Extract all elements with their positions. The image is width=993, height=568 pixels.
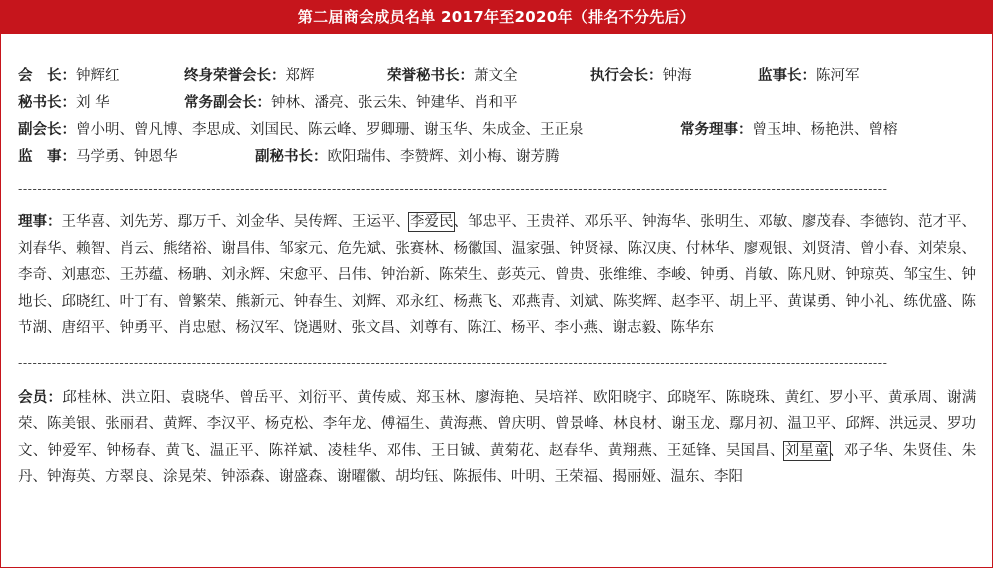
director-name: 杨燕飞 xyxy=(453,293,498,310)
director-name: 肖云 xyxy=(119,240,149,257)
member-name: 杨克松 xyxy=(264,416,309,432)
member-name: 林良材 xyxy=(613,416,657,432)
section-divider: ------------------------------------------------------------------------------------------------------------------------------------------------------------------------------------ xyxy=(18,183,888,195)
member-name: 黄飞 xyxy=(165,442,195,459)
director-name: 温家强 xyxy=(511,240,556,257)
director-name: 陈江 xyxy=(467,320,497,336)
director-name: 叶丁有 xyxy=(119,293,164,310)
members-label: 会员： xyxy=(18,389,63,406)
members-list: 会员：邱桂林、洪立阳、袁晓华、曾岳平、刘衍平、黄传威、郑玉林、廖海艳、吴培祥、欧阳晓宇、邱晓军、陈晓珠、黄红、罗小平、黄承周、谢满荣、陈美银、张丽君、黄辉、李汉平、杨克松、李年龙、傅福生、黄海燕、曾庆明、曾景峰、林良材、谢玉龙、鄢月初、温卫平、邱辉、洪远灵、罗功文、钟爱军、钟杨春、黄飞、温正平、陈祥斌、凌桂华、邓伟、王日铖、黄菊花、赵春华、黄翔燕、王延锋、吴国昌、刘星童、邓子华、朱贤佳、朱丹、钟海英、方翠良、涂晃荣、钟添森、谢盛森、谢曜徽、胡均钰、陈振伟、叶明、王荣福、揭丽娅、温东、李阳 xyxy=(18,389,977,485)
director-name: 谢志毅 xyxy=(612,320,656,336)
page-title: 第二届商会成员名单 2017年至2020年（排名不分先后） xyxy=(1,1,992,34)
director-name: 陈汉庚 xyxy=(627,240,672,257)
director-name: 杨聃 xyxy=(177,267,207,283)
director-name: 唐绍平 xyxy=(61,320,105,336)
director-name: 钟春生 xyxy=(293,293,338,310)
director-name: 钟治新 xyxy=(380,267,425,283)
director-name: 刘金华 xyxy=(235,214,280,230)
officer-value: 马学勇、钟恩华 xyxy=(76,149,178,165)
member-name: 洪远灵 xyxy=(888,416,933,432)
member-name: 邱桂林 xyxy=(62,389,107,406)
member-name: 钟添森 xyxy=(221,469,265,485)
director-name: 刘先芳 xyxy=(119,214,164,230)
member-name: 胡均钰 xyxy=(395,469,439,485)
director-name: 刘辉 xyxy=(351,293,381,310)
director-name: 吕伟 xyxy=(337,267,367,283)
officer-chief-supervisor xyxy=(758,63,860,90)
member-name: 鄢月初 xyxy=(729,416,773,432)
director-name: 钟勇 xyxy=(700,267,730,283)
member-name: 陈晓珠 xyxy=(725,389,771,406)
director-name: 刘永辉 xyxy=(221,267,265,283)
director-name: 廖观银 xyxy=(743,240,788,257)
member-name: 吴培祥 xyxy=(534,389,579,406)
officer-label: 副秘书长： xyxy=(255,149,328,165)
director-name: 张赛林 xyxy=(395,240,439,257)
member-name: 邱晓军 xyxy=(666,389,712,406)
director-name: 陈华东 xyxy=(670,320,714,336)
officer-label: 副会长： xyxy=(18,122,76,138)
member-name: 罗小平 xyxy=(829,389,874,406)
officer-label: 监事长： xyxy=(758,68,816,84)
director-name: 胡上平 xyxy=(729,293,773,310)
member-name: 邓子华 xyxy=(843,442,889,459)
director-name: 肖敏 xyxy=(743,267,773,283)
officer-value: 曾小明、曾凡博、李思成、刘国民、陈云峰、罗卿珊、谢玉华、朱成金、王正泉 xyxy=(76,122,584,138)
officer-honorary-secretary-general xyxy=(387,63,518,90)
director-name: 王运平 xyxy=(351,214,396,230)
member-name: 陈振伟 xyxy=(453,469,497,485)
officer-value: 钟林、潘亮、张云朱、钟建华、肖和平 xyxy=(271,95,518,111)
director-name: 鄢万千 xyxy=(177,214,222,230)
director-name: 钟勇平 xyxy=(119,320,163,336)
officer-value: 陈河军 xyxy=(816,68,860,84)
director-name: 杨汉军 xyxy=(235,320,279,336)
member-name: 邱辉 xyxy=(845,416,875,432)
director-name: 曾繁荣 xyxy=(177,293,222,310)
director-name: 付林华 xyxy=(685,240,730,257)
director-name: 肖忠慰 xyxy=(177,320,221,336)
director-name: 李德钧 xyxy=(859,214,904,230)
director-name: 黄谋勇 xyxy=(787,293,831,310)
officer-row-2 xyxy=(18,90,975,117)
member-name: 黄翔燕 xyxy=(607,442,653,459)
member-name: 陈祥斌 xyxy=(268,442,313,459)
director-name: 宋愈平 xyxy=(279,267,323,283)
director-name: 李峻 xyxy=(656,267,686,283)
member-name: 欧阳晓宇 xyxy=(593,389,653,406)
director-name: 邱晓红 xyxy=(61,293,106,310)
member-name: 李汉平 xyxy=(206,416,251,432)
officer-value: 刘 华 xyxy=(76,95,110,111)
director-name: 刘尊有 xyxy=(409,320,453,336)
director-name: 李奇 xyxy=(18,267,48,283)
member-name: 曾景峰 xyxy=(555,416,599,432)
member-name: 洪立阳 xyxy=(121,389,166,406)
director-name: 钟小礼 xyxy=(845,293,889,310)
member-name: 郑玉林 xyxy=(416,389,461,406)
director-name: 赵李平 xyxy=(671,293,715,310)
officer-supervisors xyxy=(18,144,178,171)
member-name: 朱丹 xyxy=(18,442,977,485)
officer-secretary-general xyxy=(18,90,110,117)
member-name: 张丽君 xyxy=(105,416,149,432)
member-name: 方翠良 xyxy=(105,469,149,485)
director-name: 邹忠平 xyxy=(467,214,512,230)
director-name: 赖智 xyxy=(76,240,106,257)
officer-standing-vice-presidents xyxy=(184,90,518,117)
director-name: 彭英元 xyxy=(497,267,541,283)
director-name: 刘荣泉 xyxy=(917,240,962,257)
director-name: 曾小春 xyxy=(859,240,904,257)
content-area xyxy=(1,34,992,491)
director-name: 杨平 xyxy=(511,320,540,336)
director-name: 吴传辉 xyxy=(293,214,338,230)
directors-label: 理事： xyxy=(18,214,62,230)
member-name: 王荣福 xyxy=(554,469,598,485)
director-name: 刘斌 xyxy=(569,293,599,310)
member-name: 黄辉 xyxy=(163,416,193,432)
section-divider: ------------------------------------------------------------------------------------------------------------------------------------------------------------------------------------ xyxy=(18,356,888,369)
member-name: 廖海艳 xyxy=(475,389,520,406)
director-name: 王苏蕴 xyxy=(119,267,164,283)
director-name: 练优盛 xyxy=(903,293,947,310)
officer-label: 常务理事： xyxy=(680,122,753,138)
member-name: 涂晃荣 xyxy=(163,469,207,485)
member-name: 黄承周 xyxy=(888,389,933,406)
member-name: 叶明 xyxy=(511,469,540,485)
officer-row-3 xyxy=(18,117,975,144)
director-name: 熊新元 xyxy=(235,293,280,310)
director-name: 钟地长 xyxy=(18,267,977,310)
officer-vice-presidents xyxy=(18,117,584,144)
officer-label: 执行会长： xyxy=(590,68,663,84)
officer-deputy-secretaries-general xyxy=(255,144,560,171)
officer-label: 荣誉秘书长： xyxy=(387,68,474,84)
member-name: 钟爱军 xyxy=(47,442,92,459)
officer-value: 萧文全 xyxy=(474,68,518,84)
member-name: 黄红 xyxy=(784,389,815,406)
director-name: 刘春华 xyxy=(18,240,62,257)
director-name: 张明生 xyxy=(700,214,744,230)
member-name: 朱贤佳 xyxy=(902,442,947,459)
member-name: 温正平 xyxy=(209,442,254,459)
director-name: 王华喜 xyxy=(61,214,106,230)
directors-list: 理事：王华喜、刘先芳、鄢万千、刘金华、吴传辉、王运平、李爱民、邹忠平、王贵祥、邓乐平、钟海华、张明生、邓敏、廖茂春、李德钧、范才平、刘春华、赖智、肖云、熊绪裕、谢昌伟、邹家元、危先斌、张赛林、杨徽国、温家强、钟贤禄、陈汉庚、付林华、廖观银、刘贤清、曾小春、刘荣泉、李奇、刘惠恋、王苏蕴、杨聃、刘永辉、宋愈平、吕伟、钟治新、陈荣生、彭英元、曾贵、张维维、李峻、钟勇、肖敏、陈凡财、钟琼英、邹宝生、钟地长、邱晓红、叶丁有、曾繁荣、熊新元、钟春生、刘辉、邓永红、杨燕飞、邓燕青、刘斌、陈奖辉、赵李平、胡上平、黄谋勇、钟小礼、练优盛、陈节湖、唐绍平、钟勇平、肖忠慰、杨汉军、饶遇财、张文昌、刘尊有、陈江、杨平、李小燕、谢志毅、陈华东 xyxy=(18,214,977,336)
director-name: 邓燕青 xyxy=(511,293,556,310)
member-name: 袁晓华 xyxy=(180,389,225,406)
director-name: 饶遇财 xyxy=(293,320,337,336)
director-name: 陈荣生 xyxy=(438,267,483,283)
director-name: 邓永红 xyxy=(395,293,439,310)
officers-section xyxy=(18,63,975,171)
member-name: 温东 xyxy=(670,469,700,485)
member-name: 温卫平 xyxy=(787,416,831,432)
director-name: 李小燕 xyxy=(554,320,598,336)
officer-label: 常务副会长： xyxy=(184,95,271,111)
member-name: 谢盛森 xyxy=(279,469,323,485)
officer-president xyxy=(18,63,120,90)
director-name: 陈节湖 xyxy=(18,293,977,336)
officer-label: 会 长： xyxy=(18,68,76,84)
director-name: 熊绪裕 xyxy=(163,240,207,257)
member-name: 罗功文 xyxy=(18,416,977,459)
member-name: 揭丽娅 xyxy=(612,469,656,485)
director-name: 廖茂春 xyxy=(801,214,846,230)
member-name: 曾岳平 xyxy=(239,389,284,406)
director-name: 钟海华 xyxy=(642,214,686,230)
director-name: 邓乐平 xyxy=(584,214,628,230)
director-name: 邹家元 xyxy=(279,240,323,257)
officer-value: 郑辉 xyxy=(285,68,315,84)
officer-standing-directors xyxy=(680,117,898,144)
officer-value: 欧阳瑞伟、李赞辉、刘小梅、谢芳腾 xyxy=(327,149,560,165)
member-name: 钟海英 xyxy=(47,469,91,485)
member-name: 傅福生 xyxy=(380,416,425,432)
member-name: 王日铖 xyxy=(430,442,476,459)
director-name: 刘惠恋 xyxy=(61,267,106,283)
officer-value: 曾玉坤、杨艳洪、曾榕 xyxy=(752,122,898,138)
director-name: 杨徽国 xyxy=(453,240,498,257)
officer-executive-president xyxy=(590,63,692,90)
member-name: 李年龙 xyxy=(322,416,367,432)
director-name: 张维维 xyxy=(598,267,643,283)
officer-value: 钟辉红 xyxy=(76,68,120,84)
member-name: 邓伟 xyxy=(386,442,417,459)
officer-label: 监 事： xyxy=(18,149,76,165)
officer-value: 钟海 xyxy=(662,68,692,84)
director-name: 刘贤清 xyxy=(801,240,846,257)
officer-row-1 xyxy=(18,63,975,90)
officer-row-4 xyxy=(18,144,975,171)
member-name-highlighted: 刘星童 xyxy=(784,442,830,459)
director-name: 陈凡财 xyxy=(787,267,831,283)
member-name: 黄海燕 xyxy=(438,416,483,432)
director-name-highlighted: 李爱民 xyxy=(409,214,454,230)
officer-lifetime-honorary-president xyxy=(184,63,315,90)
director-name: 谢昌伟 xyxy=(221,240,265,257)
director-name: 王贵祥 xyxy=(526,214,570,230)
member-name: 黄传威 xyxy=(357,389,402,406)
member-name: 谢满荣 xyxy=(18,389,977,432)
director-name: 曾贵 xyxy=(555,267,585,283)
director-name: 邹宝生 xyxy=(903,267,947,283)
director-name: 危先斌 xyxy=(337,240,381,257)
member-name: 谢曜徽 xyxy=(337,469,381,485)
member-name: 赵春华 xyxy=(548,442,594,459)
member-name: 吴国昌 xyxy=(725,442,771,459)
director-name: 范才平 xyxy=(917,214,962,230)
member-name: 谢玉龙 xyxy=(671,416,715,432)
member-name: 刘衍平 xyxy=(298,389,343,406)
member-name: 凌桂华 xyxy=(327,442,372,459)
member-name: 李阳 xyxy=(714,469,743,485)
director-name: 钟琼英 xyxy=(845,267,889,283)
director-name: 陈奖辉 xyxy=(613,293,657,310)
director-name: 邓敏 xyxy=(758,214,788,230)
member-name: 曾庆明 xyxy=(497,416,541,432)
member-name: 黄菊花 xyxy=(489,442,535,459)
officer-label: 终身荣誉会长： xyxy=(184,68,286,84)
director-name: 张文昌 xyxy=(351,320,395,336)
member-name: 钟杨春 xyxy=(106,442,151,459)
member-name: 陈美银 xyxy=(47,416,91,432)
director-name: 钟贤禄 xyxy=(569,240,614,257)
officer-label: 秘书长： xyxy=(18,95,76,111)
member-name: 王延锋 xyxy=(666,442,712,459)
